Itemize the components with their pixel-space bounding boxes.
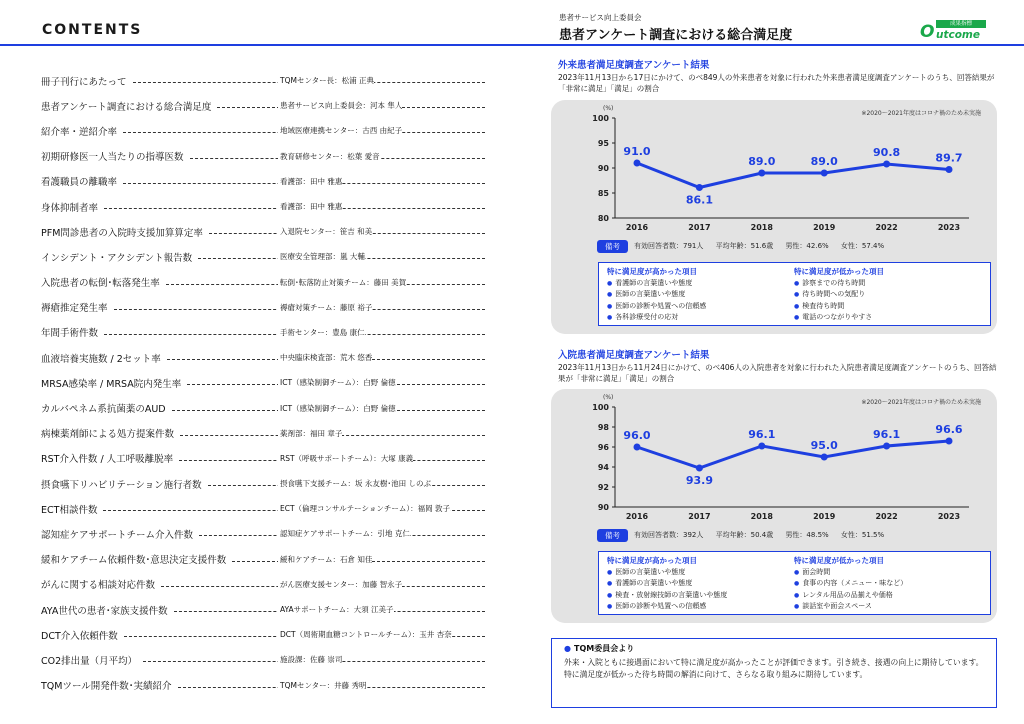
data-point (634, 160, 641, 167)
toc-title: がんに関する相談対応件数 (41, 580, 156, 592)
remark-female: 女性：57.4% (840, 242, 885, 250)
toc-row (41, 395, 491, 420)
toc-title: 初期研修医一人当たりの指導医数 (41, 152, 184, 164)
y-tick-label: 100 (592, 114, 609, 123)
outpatient-findings-box (598, 262, 991, 326)
outpatient-panel (551, 100, 997, 334)
toc-author: AYAサポートチーム：大須 江美子 (280, 605, 394, 615)
outpatient-heading: 外来患者満足度調査アンケート結果 (558, 60, 710, 71)
toc-row (41, 68, 491, 93)
toc-author: 医療安全管理部：嵐 大輔 (280, 252, 365, 262)
list-item: ● 電話のつながりやすさ (794, 312, 884, 324)
toc-row (41, 370, 491, 395)
toc-author: 薬剤部：福田 章子 (280, 428, 343, 438)
data-point (758, 443, 765, 450)
series-line (637, 441, 949, 468)
toc-author: TQMセンター長：松浦 正典 (280, 76, 375, 86)
x-tick-label: 2017 (688, 512, 711, 521)
satisfaction-page (512, 0, 1024, 724)
list-item: ● 医師の診断や処置への信頼感 (607, 301, 706, 313)
toc-title: 身体抑制者率 (41, 202, 99, 214)
chart-note: ※2020～2021年度はコロナ禍のため未実施 (861, 399, 981, 406)
inpatient-chart (551, 389, 997, 529)
toc-title: 紹介率・逆紹介率 (41, 126, 118, 138)
y-tick-label: 92 (597, 483, 609, 492)
y-tick-label: 90 (597, 164, 609, 173)
toc-author: ICT（感染制御チーム）：白野 倫徳 (280, 378, 396, 388)
table-of-contents (41, 68, 491, 698)
data-label: 86.1 (685, 193, 713, 207)
high-title: 特に満足度が高かった項目 (607, 267, 697, 276)
data-point (946, 166, 953, 173)
inpatient-findings-box (598, 551, 991, 615)
data-label: 93.9 (685, 474, 713, 487)
toc-row (41, 421, 491, 446)
header-rule (512, 44, 1024, 46)
toc-title: 看護職員の離職率 (41, 177, 118, 189)
x-tick-label: 2023 (937, 223, 961, 232)
data-label: 89.0 (748, 155, 776, 168)
committee-name: 患者サービス向上委員会 (559, 13, 642, 22)
toc-title: 摂食嚥下リハビリテーション施行者数 (41, 479, 202, 491)
toc-author: DCT（周術期血糖コントロールチーム）：玉井 杏奈 (280, 630, 452, 640)
toc-author: 地域医療連携センター：古西 由紀子 (280, 126, 403, 136)
low-satisfaction-list (794, 267, 884, 324)
chart-note: ※2020～2021年度はコロナ禍のため未実施 (861, 110, 981, 117)
toc-row (41, 622, 491, 647)
list-item: ● 看護師の言葉遣いや態度 (607, 278, 706, 290)
outpatient-remark (597, 239, 894, 253)
toc-title: カルバペネム系抗菌薬のAUD (41, 404, 166, 416)
outpatient-chart (551, 100, 997, 240)
data-point (821, 170, 828, 177)
y-tick-label: 98 (597, 423, 609, 432)
toc-row (41, 270, 491, 295)
data-label: 96.6 (935, 423, 963, 436)
toc-author: RST（呼吸サポートチーム）：大塚 康義 (280, 453, 414, 463)
toc-row (41, 446, 491, 471)
remark-male: 男性：42.6% (785, 242, 829, 250)
y-tick-label: 94 (597, 463, 609, 472)
data-point (634, 444, 641, 451)
high-satisfaction-list (607, 267, 706, 324)
toc-title: 病棟薬剤師による処方提案件数 (41, 429, 175, 441)
toc-title: TQMツール開発件数･実績紹介 (41, 681, 172, 693)
toc-title: 緩和ケアチーム依頼件数･意思決定支援件数 (41, 555, 227, 567)
outpatient-description: 2023年11月13日から17日にかけて、のべ849人の外来患者を対象に行われた外来患者満足度調査アンケートのうち、回答結果が「非常に満足」「満足」の割合 (558, 73, 995, 93)
x-tick-label: 2022 (875, 512, 898, 521)
list-item: ● 医師の言葉遣いや態度 (607, 289, 706, 301)
x-tick-label: 2019 (813, 223, 836, 232)
x-tick-label: 2016 (625, 512, 649, 521)
toc-title: CO2排出量（月平均） (41, 655, 138, 667)
data-label: 96.1 (873, 428, 901, 441)
toc-row (41, 647, 491, 672)
remark-female: 女性：51.5% (840, 531, 885, 539)
tqm-comment-box (551, 638, 997, 708)
y-tick-label: 90 (597, 503, 609, 512)
toc-title: ECT相談件数 (41, 504, 98, 516)
toc-title: 血液培養実施数 / 2セット率 (41, 353, 161, 365)
toc-title: 認知症ケアサポートチーム介入件数 (41, 529, 194, 541)
inpatient-description: 2023年11月13日から11月24日にかけて、のべ406人の入院患者を対象に行われた入院患者満足度調査アンケートのうち、回答結果が「非常に満足」「満足」の割合 (558, 363, 997, 383)
list-item: ● 面会時間 (794, 567, 907, 579)
contents-heading: CONTENTS (42, 22, 143, 38)
toc-title: DCT介入依頼件数 (41, 630, 118, 642)
toc-author: 緩和ケアチーム：石倉 知佳 (280, 554, 373, 564)
toc-title: 患者アンケート調査における総合満足度 (41, 101, 212, 113)
y-tick-label: 96 (597, 443, 609, 452)
toc-row (41, 345, 491, 370)
high-satisfaction-list (607, 556, 727, 613)
toc-author: ICT（感染制御チーム）：白野 倫徳 (280, 403, 396, 413)
data-point (946, 438, 953, 445)
toc-row (41, 471, 491, 496)
list-item: ● 談話室や面会スペース (794, 601, 907, 613)
toc-author: 入退院センター：笹吉 和美 (280, 227, 373, 237)
y-unit-label: (%) (603, 105, 614, 112)
data-label: 91.0 (623, 145, 651, 158)
header-rule (0, 44, 512, 46)
toc-title: RST介入件数 / 人工呼吸離脱率 (41, 454, 174, 466)
remark-age: 平均年齢：51.6歳 (715, 242, 774, 250)
toc-row (41, 295, 491, 320)
toc-row (41, 144, 491, 169)
data-label: 96.1 (748, 428, 776, 441)
toc-author: 教育研修センター：松葉 愛音 (280, 151, 380, 161)
y-unit-label: (%) (603, 394, 614, 401)
data-point (696, 465, 703, 472)
toc-row (41, 597, 491, 622)
remark-respondents: 有効回答者数：791人 (634, 242, 704, 250)
toc-author: 看護部：田中 雅惠 (280, 176, 343, 186)
toc-row (41, 93, 491, 118)
toc-title: 年間手術件数 (41, 328, 99, 340)
toc-row (41, 194, 491, 219)
logo-tag: 成果指標 (936, 20, 986, 28)
toc-author: 手術センター：豊島 康仁 (280, 327, 365, 337)
remark-badge: 備考 (597, 529, 628, 542)
list-item: ● レンタル用品の品揃えや価格 (794, 590, 907, 602)
toc-row (41, 169, 491, 194)
series-line (637, 163, 949, 188)
tqm-heading: ● TQM委員会より (564, 643, 634, 654)
tqm-body: 外来・入院ともに接遇面において特に満足度が高かったことが評価できます。引き続き、接遇の向上に期待しています。特に満足度が低かった待ち時間の解消に向けて、さらなる取り組みに期待しています。 (564, 658, 984, 679)
y-tick-label: 100 (592, 403, 609, 412)
list-item: ● 各科診療受付の応対 (607, 312, 706, 324)
page-title: 患者アンケート調査における総合満足度 (559, 28, 793, 43)
y-tick-label: 95 (597, 139, 609, 148)
toc-author: 摂食嚥下支援チーム：坂 永友樹･池田 しのぶ (280, 479, 432, 489)
toc-row (41, 320, 491, 345)
toc-title: インシデント・アクシデント報告数 (41, 252, 193, 264)
x-tick-label: 2018 (750, 512, 773, 521)
inpatient-remark (597, 528, 894, 542)
data-point (883, 443, 890, 450)
toc-row (41, 572, 491, 597)
toc-title: MRSA感染率 / MRSA院内発生率 (41, 378, 182, 390)
remark-badge: 備考 (597, 240, 628, 253)
logo-word: utcome (936, 29, 980, 41)
list-item: ● 医師の診断や処置への信頼感 (607, 601, 727, 613)
toc-author: 転倒･転落防止対策チーム：藤田 美賀 (280, 277, 407, 287)
remark-male: 男性：48.5% (785, 531, 829, 539)
toc-row (41, 496, 491, 521)
data-point (883, 161, 890, 168)
toc-author: 看護部：田中 雅惠 (280, 202, 343, 212)
toc-author: TQMセンター：井藤 秀明 (280, 680, 367, 690)
inpatient-panel (551, 389, 997, 623)
toc-author: ECT（倫理コンサルテーションチーム）：福岡 敦子 (280, 504, 451, 514)
remark-respondents: 有効回答者数：392人 (634, 531, 704, 539)
data-label: 90.8 (873, 146, 901, 159)
toc-title: 褥瘡推定発生率 (41, 303, 108, 315)
y-tick-label: 85 (597, 189, 609, 198)
toc-author: 施設課：佐藤 崇司 (280, 655, 343, 665)
data-point (758, 170, 765, 177)
list-item: ● 検査・放射線技師の言葉遣いや態度 (607, 590, 727, 602)
toc-row (41, 244, 491, 269)
toc-author: 中央臨床検査部：荒木 悠香 (280, 353, 373, 363)
toc-author: がん医療支援センター：加藤 智永子 (280, 579, 403, 589)
toc-author: 患者サービス向上委員会：河本 隼人 (280, 101, 403, 111)
list-item: ● 看護師の言葉遣いや態度 (607, 578, 727, 590)
outcome-logo (916, 20, 986, 42)
toc-title: 入院患者の転倒･転落発生率 (41, 278, 160, 290)
toc-author: 認知症ケアサポートチーム：引地 克仁 (280, 529, 410, 539)
inpatient-heading: 入院患者満足度調査アンケート結果 (558, 350, 710, 361)
y-tick-label: 80 (597, 214, 609, 223)
toc-title: 冊子刊行にあたって (41, 76, 127, 88)
toc-row (41, 118, 491, 143)
x-tick-label: 2018 (750, 223, 773, 232)
list-item: ● 待ち時間への気配り (794, 289, 884, 301)
x-tick-label: 2016 (625, 223, 649, 232)
low-title: 特に満足度が低かった項目 (794, 267, 884, 276)
data-label: 95.0 (810, 439, 838, 452)
toc-author: 褥瘡対策チーム：藤原 裕子 (280, 302, 373, 312)
logo-letter: O (920, 22, 935, 42)
high-title: 特に満足度が高かった項目 (607, 556, 697, 565)
x-tick-label: 2017 (688, 223, 711, 232)
toc-row (41, 219, 491, 244)
list-item: ● 診察までの待ち時間 (794, 278, 884, 290)
x-tick-label: 2019 (813, 512, 836, 521)
list-item: ● 検査待ち時間 (794, 301, 884, 313)
list-item: ● 医師の言葉遣いや態度 (607, 567, 727, 579)
toc-row (41, 673, 491, 698)
toc-title: PFM問診患者の入院時支援加算算定率 (41, 227, 203, 239)
data-label: 89.0 (810, 155, 838, 168)
x-tick-label: 2023 (937, 512, 961, 521)
toc-title: AYA世代の患者･家族支援件数 (41, 605, 168, 617)
toc-row (41, 547, 491, 572)
low-title: 特に満足度が低かった項目 (794, 556, 884, 565)
x-tick-label: 2022 (875, 223, 898, 232)
remark-age: 平均年齢：50.4歳 (715, 531, 774, 539)
data-label: 96.0 (623, 429, 651, 442)
data-point (821, 454, 828, 461)
data-label: 89.7 (935, 151, 963, 165)
toc-row (41, 521, 491, 546)
data-point (696, 184, 703, 191)
list-item: ● 食事の内容（メニュー・味など） (794, 578, 907, 590)
low-satisfaction-list (794, 556, 907, 613)
